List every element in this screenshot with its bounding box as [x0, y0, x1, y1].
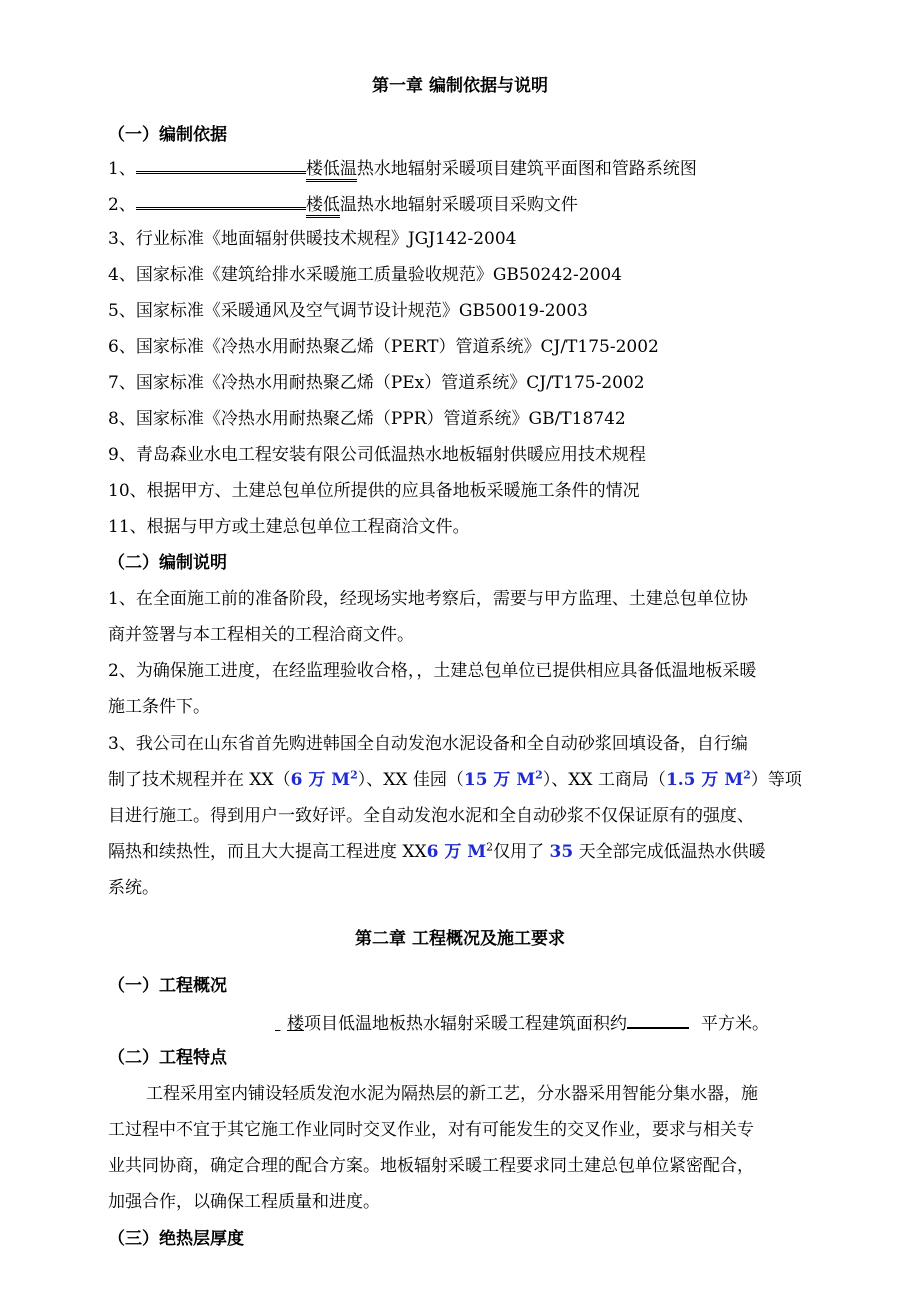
highlight-value — [666, 770, 751, 790]
section-heading-insulation: （三）绝热层厚度 — [108, 1229, 244, 1249]
text-segment: ）、XX 工商局（ — [542, 770, 666, 790]
text-segment: ）等项 — [750, 770, 802, 790]
text-segment: 隔热和续热性，而且大大提高工程进度 XX — [108, 842, 427, 862]
paragraph-line: 工程采用室内铺设轻质发泡水泥为隔热层的新工艺，分水器采用智能分集水器，施 — [146, 1084, 758, 1104]
text-segment: ）、XX 佳园（ — [357, 770, 464, 790]
section-heading-features: （二）工程特点 — [108, 1048, 227, 1068]
paragraph-line: 工过程中不宜于其它施工作业同时交叉作业，对有可能发生的交叉作业，要求与相关专 — [108, 1120, 754, 1140]
list-item: 3、行业标准《地面辐射供暖技术规程》JGJ142-2004 — [108, 229, 517, 249]
list-item: 6、国家标准《冷热水用耐热聚乙烯（PERT）管道系统》CJ/T175-2002 — [108, 337, 659, 357]
superscript: 2 — [743, 768, 751, 782]
paragraph-line — [108, 769, 802, 791]
list-item: 4、国家标准《建筑给排水采暖施工质量验收规范》GB50242-2004 — [108, 265, 622, 285]
section-heading-basis: （一）编制依据 — [108, 125, 227, 145]
list-item: 9、青岛森业水电工程安装有限公司低温热水地板辐射供暖应用技术规程 — [108, 445, 646, 465]
text-segment: 天全部完成低温热水供暖 — [573, 842, 766, 862]
underlined-text: 楼 — [287, 1014, 304, 1034]
list-item: 11、根据与甲方或土建总包单位工程商洽文件。 — [108, 517, 470, 537]
paragraph-line: 1、在全面施工前的准备阶段，经现场实地考察后，需要与甲方监理、土建总包单位协 — [108, 589, 748, 609]
paragraph-line: 业共同协商，确定合理的配合方案。地板辐射采暖工程要求同土建总包单位紧密配合， — [108, 1156, 754, 1176]
paragraph-line: 3、我公司在山东省首先购进韩国全自动发泡水泥设备和全自动砂浆回填设备，自行编 — [108, 734, 748, 754]
section-heading-overview: （一）工程概况 — [108, 976, 227, 996]
superscript: 2 — [350, 768, 358, 782]
fill-blank — [136, 191, 306, 210]
list-item — [108, 155, 697, 180]
paragraph-line: 系统。 — [108, 878, 159, 898]
list-item: 10、根据甲方、土建总包单位所提供的应具备地板采暖施工条件的情况 — [108, 481, 640, 501]
item-text: 热水地辐射采暖项目建筑平面图和管路系统图 — [356, 159, 697, 179]
paragraph-line: 2、为确保施工进度，在经监理验收合格，，土建总包单位已提供相应具备低温地板采暖 — [108, 661, 757, 681]
paragraph-line: 加强合作，以确保工程质量和进度。 — [108, 1192, 380, 1212]
item-number: 1、 — [108, 159, 136, 179]
fill-blank — [136, 155, 306, 174]
item-underlined-text: 楼低温 — [306, 159, 357, 182]
chapter1-title: 第一章 编制依据与说明 — [372, 76, 548, 96]
item-underlined-text: 楼低 — [306, 195, 340, 218]
paragraph-line: 目进行施工。得到用户一致好评。全自动发泡水泥和全自动砂浆不仅保证原有的强度、 — [108, 806, 754, 826]
superscript: 2 — [486, 840, 494, 854]
list-item: 5、国家标准《采暖通风及空气调节设计规范》GB50019-2003 — [108, 301, 588, 321]
fill-blank — [275, 1013, 287, 1035]
paragraph-line: 商并签署与本工程相关的工程洽商文件。 — [108, 625, 414, 645]
chapter2-title: 第二章 工程概况及施工要求 — [355, 929, 565, 949]
item-number: 2、 — [108, 195, 136, 215]
superscript: 2 — [535, 768, 543, 782]
section-heading-notes: （二）编制说明 — [108, 553, 227, 573]
highlight-value: 35 — [549, 842, 574, 862]
text-segment: 制了技术规程并在 XX（ — [108, 770, 291, 790]
list-item — [108, 191, 578, 216]
unit-text: 平方米。 — [701, 1014, 769, 1034]
area-blank — [627, 1011, 689, 1029]
text-segment: 仅用了 — [493, 842, 550, 862]
list-item: 8、国家标准《冷热水用耐热聚乙烯（PPR）管道系统》GB/T18742 — [108, 409, 626, 429]
highlight-value — [464, 770, 543, 790]
overview-text: 项目低温地板热水辐射采暖工程建筑面积约 — [304, 1014, 627, 1034]
highlight-value — [291, 770, 358, 790]
highlight-value — [427, 842, 493, 862]
paragraph-line — [108, 841, 766, 863]
value-text: 15 万 M — [463, 770, 536, 790]
value-text: 6 万 M — [426, 842, 487, 862]
value-text: 1.5 万 M — [665, 770, 744, 790]
item-text: 温热水地辐射采暖项目采购文件 — [339, 195, 578, 215]
value-text: 6 万 M — [290, 770, 351, 790]
overview-line — [275, 1011, 769, 1035]
list-item: 7、国家标准《冷热水用耐热聚乙烯（PEx）管道系统》CJ/T175-2002 — [108, 373, 645, 393]
paragraph-line: 施工条件下。 — [108, 697, 210, 717]
